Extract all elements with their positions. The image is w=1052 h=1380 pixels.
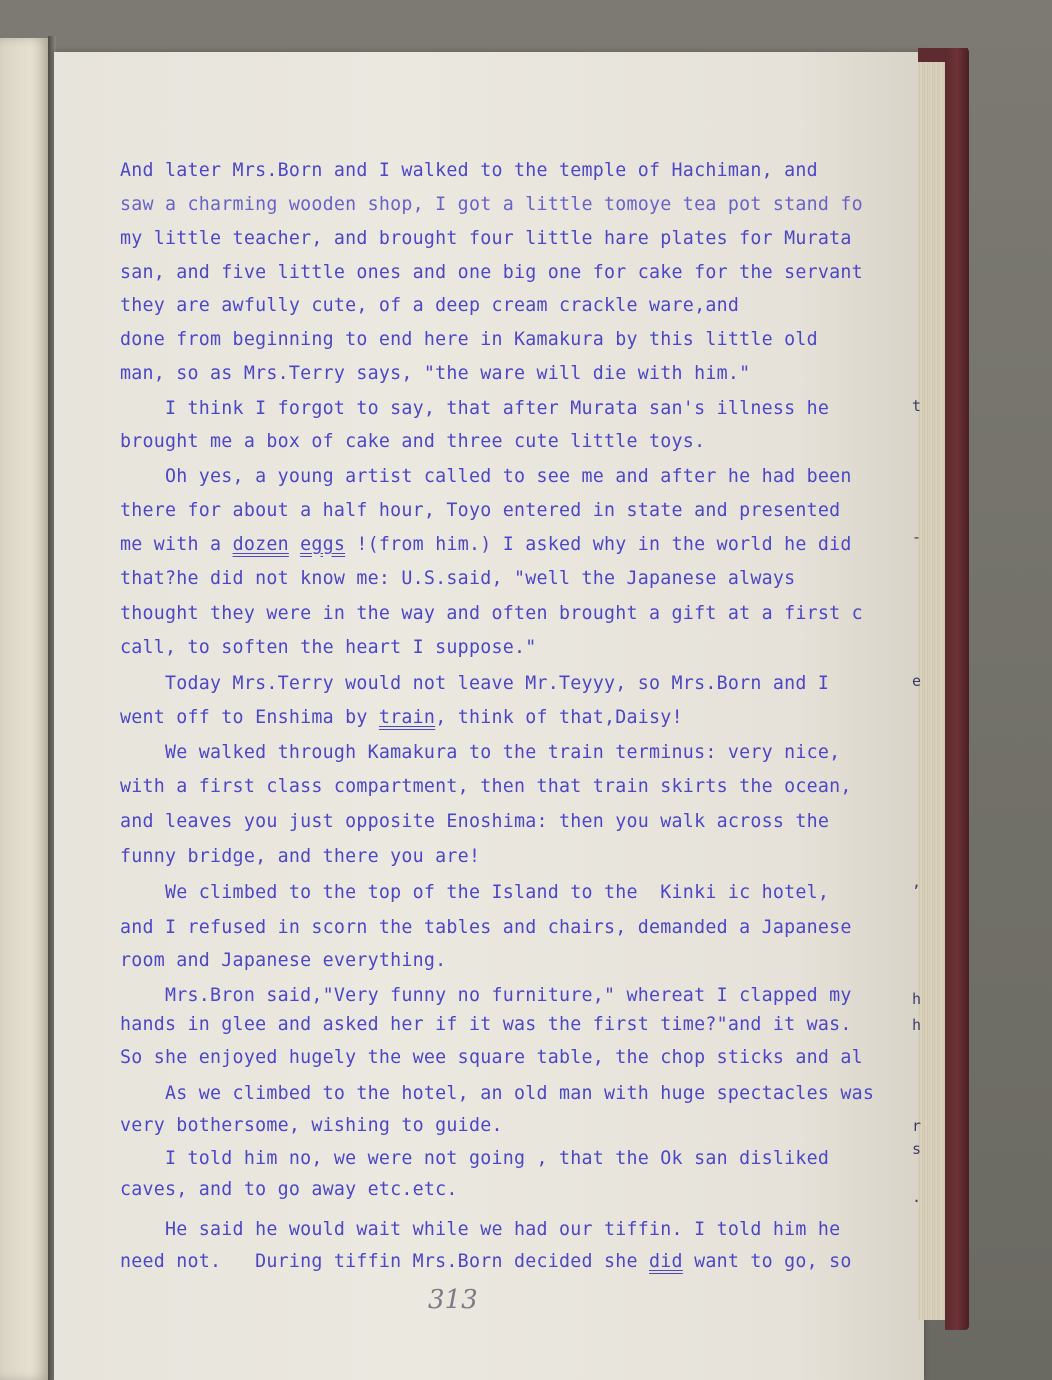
text-line: So she enjoyed hugely the wee square table, the chop sticks and al	[120, 1047, 863, 1068]
margin-mark: h	[912, 1016, 922, 1034]
text-line: room and Japanese everything.	[120, 950, 447, 971]
text-line: He said he would wait while we had our tiffin. I told him he	[120, 1219, 841, 1240]
text-line: caves, and to go away etc.etc.	[120, 1179, 458, 1200]
text-line: brought me a box of cake and three cute little toys.	[120, 431, 706, 452]
text-line: done from beginning to end here in Kamakura by this little old	[120, 329, 818, 350]
margin-mark: r	[912, 1117, 922, 1135]
text-line: I told him no, we were not going , that the Ok san disliked	[120, 1148, 830, 1169]
text-line: and I refused in scorn the tables and chairs, demanded a Japanese	[120, 917, 852, 938]
text-line: and leaves you just opposite Enoshima: then you walk across the	[120, 811, 830, 832]
text-segment: want to go, so	[682, 1251, 852, 1272]
page-number: 313	[428, 1285, 478, 1315]
previous-page-edge	[0, 38, 50, 1380]
margin-mark: -	[912, 528, 922, 546]
text-line-with-underline	[120, 1251, 852, 1272]
text-segment: me with a	[120, 534, 233, 555]
typed-text	[120, 155, 920, 1295]
margin-mark: ,	[912, 873, 922, 891]
text-line: my little teacher, and brought four little hare plates for Murata	[120, 228, 852, 249]
text-segment: !(from him.) I asked why in the world he did	[345, 534, 852, 555]
text-line: Mrs.Bron said,"Very funny no furniture," whereat I clapped my	[120, 985, 852, 1006]
text-line: call, to soften the heart I suppose."	[120, 637, 537, 658]
underlined-word: dozen	[232, 534, 289, 555]
underlined-word: did	[649, 1251, 683, 1272]
text-line: man, so as Mrs.Terry says, "the ware will die with him."	[120, 363, 751, 384]
underlined-word: train	[378, 707, 436, 728]
text-segment: went off to Enshima by	[120, 707, 379, 728]
text-line: with a first class compartment, then that train skirts the ocean,	[120, 776, 852, 797]
text-line: We climbed to the top of the Island to the Kinki ic hotel,	[120, 882, 830, 903]
text-line: there for about a half hour, Toyo entered in state and presented	[120, 500, 841, 521]
margin-mark: .	[912, 1188, 922, 1206]
text-line: saw a charming wooden shop, I got a little tomoye tea pot stand fo	[120, 194, 863, 215]
margin-mark: t	[912, 397, 922, 415]
text-line: As we climbed to the hotel, an old man with huge spectacles was	[120, 1083, 875, 1104]
text-line: And later Mrs.Born and I walked to the temple of Hachiman, and	[120, 160, 818, 181]
text-line: that?he did not know me: U.S.said, "well the Japanese always	[120, 568, 796, 589]
text-line: very bothersome, wishing to guide.	[120, 1115, 503, 1136]
text-line: they are awfully cute, of a deep cream crackle ware,and	[120, 295, 740, 316]
margin-mark: s	[912, 1140, 922, 1158]
text-line: I think I forgot to say, that after Murata san's illness he	[120, 398, 830, 419]
text-line: thought they were in the way and often brought a gift at a first c	[120, 603, 863, 624]
text-line: We walked through Kamakura to the train terminus: very nice,	[120, 742, 841, 763]
book-cover	[945, 48, 969, 1330]
text-line: Oh yes, a young artist called to see me and after he had been	[120, 466, 852, 487]
text-segment: need not. During tiffin Mrs.Born decided she	[120, 1251, 650, 1272]
text-line: san, and five little ones and one big one for cake for the servant	[120, 262, 863, 283]
text-line-with-underline	[120, 534, 852, 555]
text-line: funny bridge, and there you are!	[120, 846, 481, 867]
text-segment: , think of that,Daisy!	[435, 707, 683, 728]
text-line-with-underline	[120, 707, 683, 728]
margin-mark: e	[912, 672, 922, 690]
underlined-word: eggs	[300, 534, 346, 555]
text-line: Today Mrs.Terry would not leave Mr.Teyyy, so Mrs.Born and I	[120, 673, 830, 694]
margin-mark: h	[912, 990, 922, 1008]
text-line: hands in glee and asked her if it was the first time?"and it was.	[120, 1014, 852, 1035]
